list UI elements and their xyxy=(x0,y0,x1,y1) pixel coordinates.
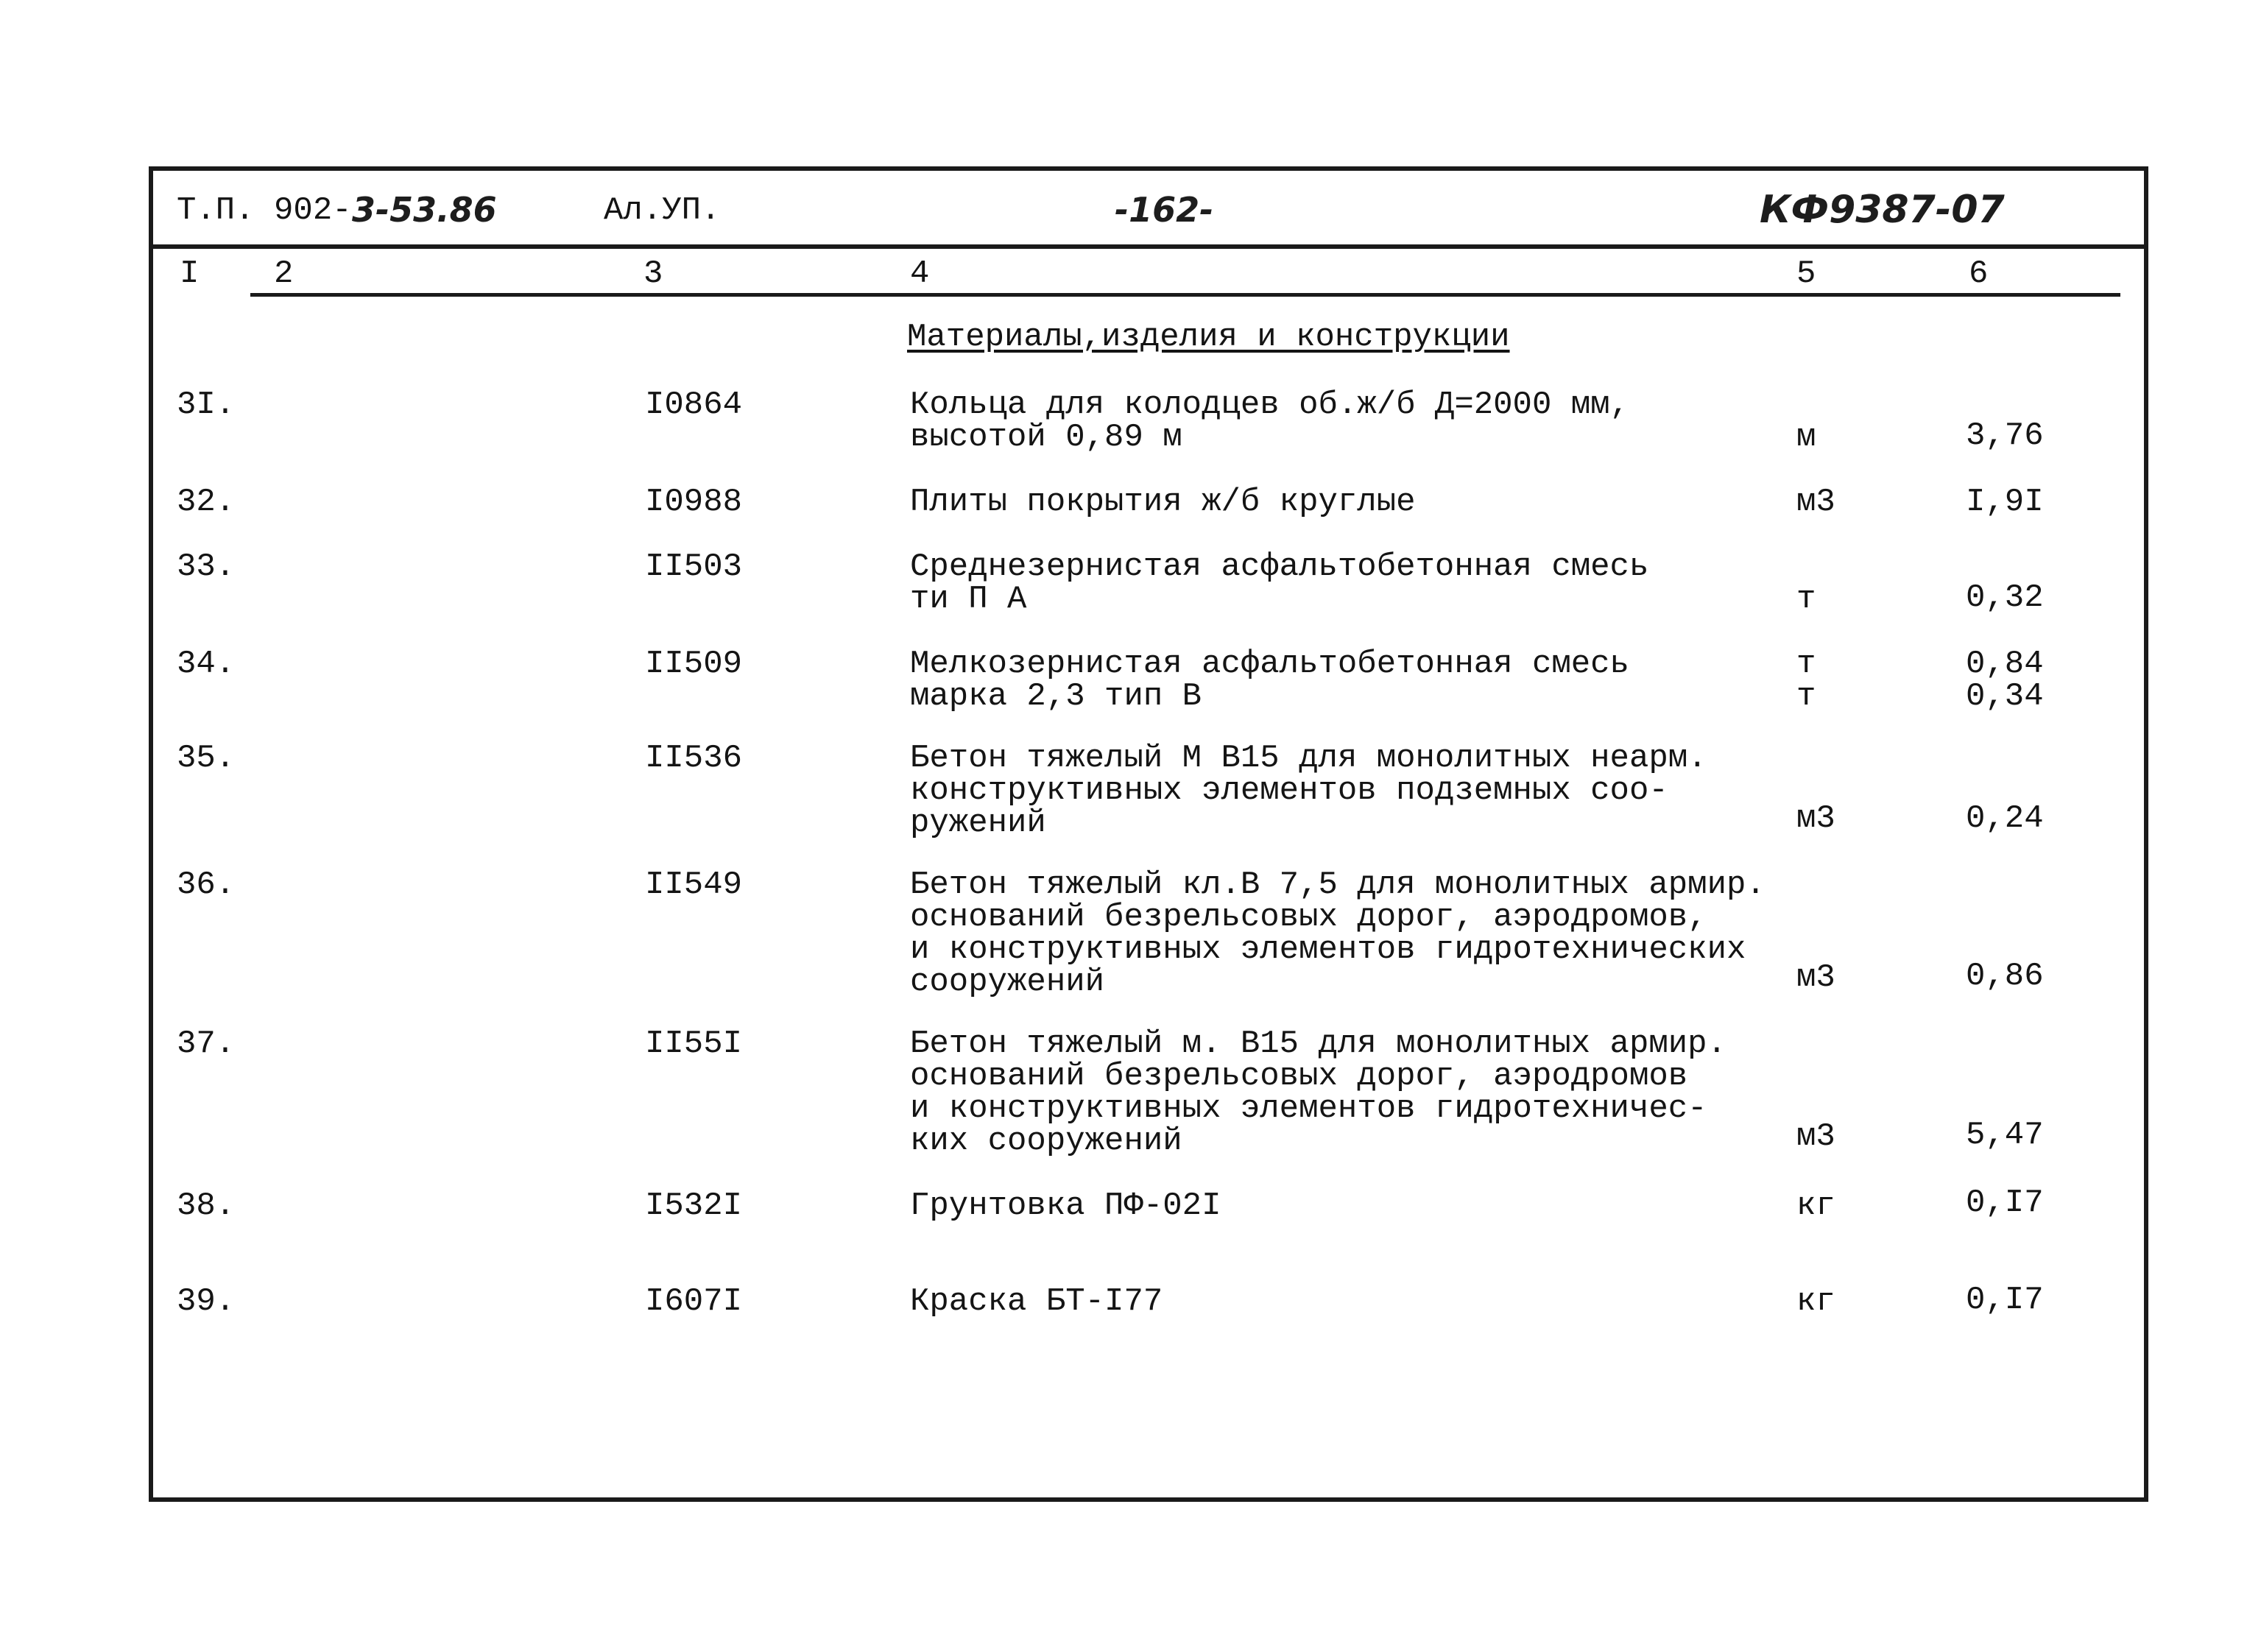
unit: кг xyxy=(1796,1187,1835,1224)
column-number: 3 xyxy=(643,255,663,292)
row-number: 36. xyxy=(177,866,236,903)
column-number: 6 xyxy=(1969,255,1989,292)
unit: кг xyxy=(1796,1283,1835,1320)
resource-name: Бетон тяжелый М В15 для монолитных неарм. конструктивных элементов подземных соо- ружений xyxy=(910,740,1707,841)
quantity: 0,84 0,34 xyxy=(1966,646,2044,715)
column-number: 4 xyxy=(910,255,930,292)
column-number: 5 xyxy=(1796,255,1816,292)
quantity: 5,47 xyxy=(1966,1117,2044,1154)
resource-code: I607I xyxy=(645,1283,743,1320)
tp-label: Т.П. 902- xyxy=(177,192,352,229)
resource-code: II509 xyxy=(645,646,743,682)
quantity: 0,I7 xyxy=(1966,1282,2044,1319)
unit: т xyxy=(1796,581,1816,618)
quantity: 0,24 xyxy=(1966,800,2044,837)
album-label: Ал.УП. xyxy=(604,192,721,229)
column-number: I xyxy=(180,255,200,292)
unit: м3 xyxy=(1796,959,1835,996)
row-number: 33. xyxy=(177,548,236,585)
column-header-divider xyxy=(250,293,2120,297)
resource-code: II503 xyxy=(645,548,743,585)
resource-code: I0864 xyxy=(645,386,743,423)
row-number: 39. xyxy=(177,1283,236,1320)
unit: т т xyxy=(1796,646,1816,715)
resource-name: Среднезернистая асфальтобетонная смесь ти П А xyxy=(910,548,1649,618)
tp-number-handwritten: 3-53.86 xyxy=(352,190,497,230)
unit: м3 xyxy=(1796,800,1835,837)
row-number: 34. xyxy=(177,646,236,682)
quantity: 0,86 xyxy=(1966,958,2044,995)
resource-name: Краска БТ-I77 xyxy=(910,1283,1163,1320)
resource-code: II536 xyxy=(645,740,743,777)
resource-code: I532I xyxy=(645,1187,743,1224)
unit: м3 xyxy=(1796,1118,1835,1155)
section-title: Материалы,изделия и конструкции xyxy=(907,319,1510,356)
unit: м xyxy=(1796,419,1816,456)
resource-name: Мелкозернистая асфальтобетонная смесь марка 2,3 тип В xyxy=(910,646,1629,715)
row-number: 38. xyxy=(177,1187,236,1224)
quantity: I,9I xyxy=(1966,484,2044,520)
row-number: 32. xyxy=(177,484,236,520)
resource-code: II55I xyxy=(645,1026,743,1062)
document-code: КФ9387-07 xyxy=(1760,188,2005,232)
quantity: 3,76 xyxy=(1966,417,2044,454)
resource-code: II549 xyxy=(645,866,743,903)
row-number: 37. xyxy=(177,1026,236,1062)
row-number: 35. xyxy=(177,740,236,777)
header-divider xyxy=(149,244,2148,249)
resource-code: I0988 xyxy=(645,484,743,520)
row-number: 3I. xyxy=(177,386,236,423)
resource-name: Кольца для колодцев об.ж/б Д=2000 мм, высотой 0,89 м xyxy=(910,386,1629,456)
resource-name: Плиты покрытия ж/б круглые xyxy=(910,484,1416,520)
resource-name: Бетон тяжелый м. В15 для монолитных армир. оснований безрельсовых дорог, аэродромов и конструктивных элементов гидротехничес- ких сооружений xyxy=(910,1026,1726,1159)
resource-name: Грунтовка ПФ-02I xyxy=(910,1187,1221,1224)
unit: м3 xyxy=(1796,484,1835,520)
quantity: 0,I7 xyxy=(1966,1185,2044,1221)
column-number: 2 xyxy=(274,255,294,292)
resource-name: Бетон тяжелый кл.В 7,5 для монолитных армир. оснований безрельсовых дорог, аэродромов, и конструктивных элементов гидротехнических сооружений xyxy=(910,866,1766,1000)
page-number: -162- xyxy=(1115,190,1214,230)
quantity: 0,32 xyxy=(1966,579,2044,616)
